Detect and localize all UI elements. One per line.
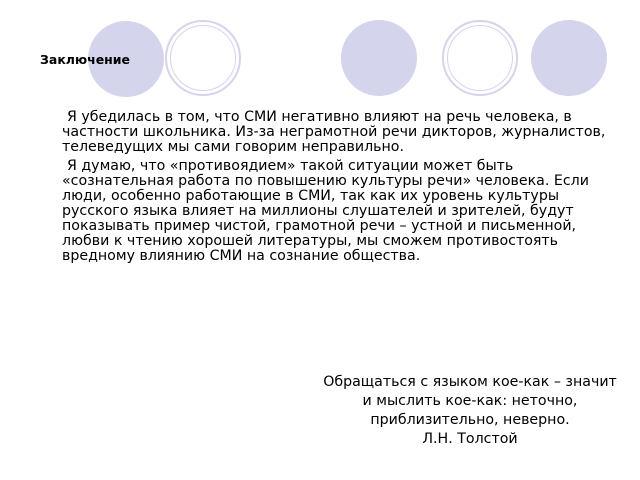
decorative-circle-filled	[531, 20, 607, 96]
epigraph-quote	[300, 373, 640, 449]
quote-line: и мыслить кое-как: неточно,	[362, 393, 578, 409]
quote-author: Л.Н. Толстой	[422, 431, 518, 447]
body-paragraph: Я убедилась в том, что СМИ негативно влияют на речь человека, в частности школьника. Из-за неграмотной речи дикторов, журналистов, телеведущих мы сами говорим неправильно.	[62, 109, 606, 155]
quote-line: приблизительно, неверно.	[370, 412, 570, 428]
decorative-circle-outline	[165, 20, 241, 96]
body-paragraph: Я думаю, что «противоядием» такой ситуации может быть «сознательная работа по повышению культуры речи» человека. Если люди, особенно работающие в СМИ, так как их уровень культуры русского языка влияет на миллионы слушателей и зрителей, будут показывать пример чистой, грамотной речи – устной и письменной, любви к чтению хорошей литературы, мы сможем противостоять вредному влиянию СМИ на сознание общества.	[62, 158, 589, 264]
slide-body	[62, 110, 622, 268]
decorative-circle-filled	[341, 20, 417, 96]
decorative-circle-outline	[442, 20, 518, 96]
quote-line: Обращаться с языком кое-как – значит	[323, 374, 617, 390]
slide-title: Заключение	[40, 52, 131, 67]
